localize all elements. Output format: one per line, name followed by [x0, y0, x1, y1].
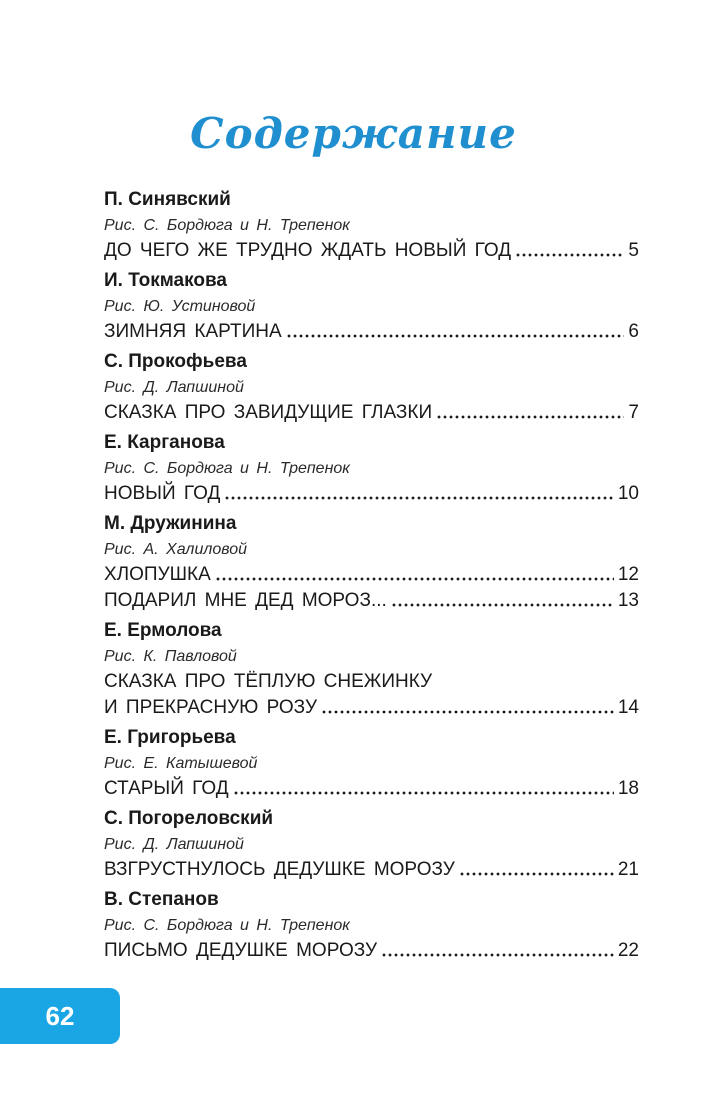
author-name: Е. Григорьева	[104, 727, 236, 748]
author-name: Е. Карганова	[104, 432, 225, 453]
dot-leader	[286, 334, 625, 338]
author-name: И. Токмакова	[104, 270, 227, 291]
dot-leader	[391, 603, 614, 607]
illustrator-credit: Рис. Д. Лапшиной	[104, 379, 244, 396]
dot-leader	[215, 577, 614, 581]
illustrator-credit: Рис. С. Бордюга и Н. Трепенок	[104, 217, 350, 234]
toc-entry[interactable]	[104, 562, 639, 588]
page-title: Содержание	[190, 109, 517, 158]
toc-section	[104, 267, 639, 345]
entry-title: ПИСЬМО ДЕДУШКЕ МОРОЗУ	[104, 940, 378, 961]
toc-section	[104, 617, 639, 721]
toc-entry[interactable]	[104, 481, 639, 507]
entry-title: ВЗГРУСТНУЛОСЬ ДЕДУШКЕ МОРОЗУ	[104, 859, 455, 880]
toc-entry[interactable]	[104, 857, 639, 883]
author-name: С. Прокофьева	[104, 351, 247, 372]
toc-entry[interactable]	[104, 776, 639, 802]
author-name: В. Степанов	[104, 889, 219, 910]
toc-entry[interactable]	[104, 938, 639, 964]
dot-leader	[459, 872, 614, 876]
dot-leader	[436, 415, 624, 419]
illustrator-credit: Рис. Е. Катышевой	[104, 755, 258, 772]
entry-page-number: 21	[617, 859, 639, 880]
toc-section	[104, 724, 639, 802]
illustrator-credit: Рис. А. Халиловой	[104, 541, 248, 558]
toc-entry[interactable]	[104, 238, 639, 264]
illustrator-credit: Рис. С. Бордюга и Н. Трепенок	[104, 460, 350, 477]
author-name: Е. Ермолова	[104, 620, 222, 641]
entry-page-number: 6	[628, 321, 639, 342]
author-name: П. Синявский	[104, 189, 231, 210]
author-name: М. Дружинина	[104, 513, 237, 534]
toc-section	[104, 805, 639, 883]
entry-title: И ПРЕКРАСНУЮ РОЗУ	[104, 697, 318, 718]
toc-section	[104, 886, 639, 964]
toc-entry[interactable]	[104, 588, 639, 614]
entry-page-number: 10	[617, 483, 639, 504]
illustrator-credit: Рис. К. Павловой	[104, 648, 237, 665]
toc-section	[104, 186, 639, 264]
entry-page-number: 7	[628, 402, 639, 423]
toc-entry[interactable]	[104, 319, 639, 345]
toc-section	[104, 429, 639, 507]
illustrator-credit: Рис. Д. Лапшиной	[104, 836, 244, 853]
dot-leader	[224, 496, 613, 500]
entry-title: НОВЫЙ ГОД	[104, 483, 221, 504]
illustrator-credit: Рис. Ю. Устиновой	[104, 298, 256, 315]
illustrator-credit: Рис. С. Бордюга и Н. Трепенок	[104, 917, 350, 934]
page-number: 62	[45, 1001, 75, 1031]
entry-page-number: 22	[617, 940, 639, 961]
entry-title: ПОДАРИЛ МНЕ ДЕД МОРОЗ...	[104, 590, 387, 611]
entry-page-number: 18	[617, 778, 639, 799]
table-of-contents	[104, 186, 639, 964]
entry-page-number: 14	[617, 697, 639, 718]
entry-page-number: 12	[617, 564, 639, 585]
entry-title: СКАЗКА ПРО ЗАВИДУЩИЕ ГЛАЗКИ	[104, 402, 433, 423]
entry-page-number: 5	[628, 240, 639, 261]
dot-leader	[381, 953, 614, 957]
entry-title: ДО ЧЕГО ЖЕ ТРУДНО ЖДАТЬ НОВЫЙ ГОД	[104, 240, 512, 261]
entry-title: СТАРЫЙ ГОД	[104, 778, 229, 799]
entry-title-line: СКАЗКА ПРО ТЁПЛУЮ СНЕЖИНКУ	[104, 671, 433, 692]
dot-leader	[321, 710, 614, 714]
toc-entry[interactable]	[104, 400, 639, 426]
dot-leader	[233, 791, 614, 795]
toc-section	[104, 510, 639, 614]
entry-title: ХЛОПУШКА	[104, 564, 211, 585]
entry-page-number: 13	[617, 590, 639, 611]
toc-entry[interactable]	[104, 695, 639, 721]
author-name: С. Погореловский	[104, 808, 274, 829]
toc-section	[104, 348, 639, 426]
entry-title: ЗИМНЯЯ КАРТИНА	[104, 321, 282, 342]
dot-leader	[515, 253, 624, 257]
page-number-tab	[0, 988, 120, 1044]
